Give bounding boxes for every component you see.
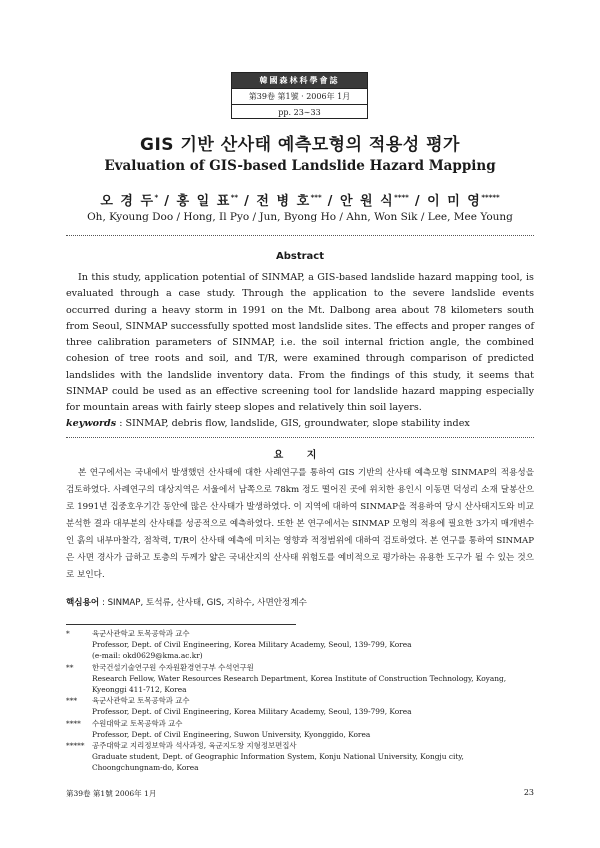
paper-title-korean: GIS 기반 산사태 예측모형의 적용성 평가 xyxy=(140,135,460,155)
journal-pages: pp. 23∼33 xyxy=(278,108,321,117)
footnote-3-mark: *** xyxy=(66,696,78,706)
keywords-line xyxy=(66,418,534,429)
korean-keywords-label: 핵심용어 xyxy=(66,598,100,608)
abstract-heading: Abstract xyxy=(275,251,325,262)
korean-keywords-line xyxy=(66,596,534,608)
footnote-2-line-3: Kyeonggi 411-712, Korea xyxy=(92,685,187,695)
korean-abstract-text: 본 연구에서는 국내에서 발생했던 산사태에 대한 사례연구를 통하여 GIS 기반의 산사태 예측모형 SINMAP의 적용성을 검토하였다. 사례연구의 대상지역은 서울에서 남쪽으로 78km 정도 떨어진 곳에 위치한 용인시 이동면 덕성리 소재 달봉산으로 1991년 집중호우기간 동안에 많은 산사태가 발생하였다. 이 지역에 대하여 SINMAP을 적용하여 당시 산사태지도와 비교 분석한 결과 대부분의 산사태를 성공적으로 예측하였다. 또한 본 연구에서는 SINMAP 모형의 적용에 필요한 3가지 매개변수인 흙의 내부마찰각, 점착력, T/R이 산사태 예측에 미치는 영향과 적정범위에 대하여 검토하였다. 본 연구를 통하여 SINMAP은 사면 경사가 급하고 토층의 두께가 얇은 국내산지의 산사태 위험도를 예비적으로 평가하는 유용한 도구가 될 수 있는 것으로 보인다. xyxy=(66,468,534,580)
footnote-1 xyxy=(66,628,536,662)
authors-english: Oh, Kyoung Doo / Hong, Il Pyo / Jun, Byong Ho / Ahn, Won Sik / Lee, Mee Young xyxy=(87,211,513,223)
footnote-3-line-1: 육군사관학교 토목공학과 교수 xyxy=(92,696,190,706)
author-1: 오 경 두 xyxy=(100,194,155,209)
footnote-5-line-2: Graduate student, Dept. of Geographic Information System, Konju National University, Kongju city, xyxy=(92,752,464,762)
author-2-mark: ** xyxy=(230,193,239,202)
divider-middle xyxy=(66,437,534,438)
authors-korean: 오 경 두* / 홍 일 표** / 전 병 호*** / 안 원 식**** / 이 미 영***** xyxy=(100,193,500,209)
footnote-4-mark: **** xyxy=(66,718,81,728)
page-number: 23 xyxy=(523,788,534,797)
footnote-1-line-2: Professor, Dept. of Civil Engineering, Korea Military Academy, Seoul, 139-799, Korea xyxy=(92,640,412,650)
keywords-label: keywords xyxy=(66,418,117,429)
author-3: 전 병 호 xyxy=(256,194,311,209)
author-5-mark: ***** xyxy=(481,193,500,202)
footnote-2 xyxy=(66,662,536,696)
footnote-1-mark: * xyxy=(66,629,70,638)
footnote-5 xyxy=(66,740,536,774)
korean-keywords-text: : SINMAP, 토석류, 산사태, GIS, 지하수, 사면안정계수 xyxy=(99,598,307,608)
footnote-4-line-2: Professor, Dept. of Civil Engineering, Suwon University, Kyonggido, Korea xyxy=(92,729,371,739)
journal-info-box xyxy=(231,72,368,119)
author-4: 안 원 식 xyxy=(339,194,395,209)
footnotes xyxy=(66,628,536,774)
abstract-text: In this study, application potential of SINMAP, a GIS-based landslide hazard mapping tool, is evaluated through a case study. Through the application to the severe landslide events occurred during a heavy storm in 1991 on the Mt. Dalbong area about 78 kilometers south from Seoul, SINMAP successfully spotted most landslide sites. The effects and proper ranges of three calibration parameters of SINMAP, i.e. the soil internal friction angle, the combined cohesion of tree roots and soil, and T/R, were examined through comparison of predicted landslides with the landslide inventory data. From the findings of this study, it seems that SINMAP could be used as an effective screening tool for landslide hazard mapping especially for mountain areas with fairly steep slopes and relatively thin soil layers. xyxy=(66,272,534,414)
footnote-1-line-1: 육군사관학교 토목공학과 교수 xyxy=(92,629,190,638)
author-4-mark: **** xyxy=(394,193,409,202)
footnote-5-line-3: Choongchungnam-do, Korea xyxy=(92,763,199,773)
footnote-4 xyxy=(66,718,536,740)
author-1-mark: * xyxy=(154,193,159,202)
page-footer-issue: 第39卷 第1號 2006年 1月 xyxy=(66,789,157,798)
footnote-1-line-3: (e-mail: okd0629@kma.ac.kr) xyxy=(92,651,203,661)
keywords-text: : SINMAP, debris flow, landslide, GIS, groundwater, slope stability index xyxy=(116,418,470,429)
author-3-mark: *** xyxy=(310,193,322,202)
footnote-3-line-2: Professor, Dept. of Civil Engineering, Korea Military Academy, Seoul, 139-799, Korea xyxy=(92,707,412,717)
journal-name: 韓國森林科學會誌 xyxy=(232,73,367,89)
footnote-2-mark: ** xyxy=(66,662,74,672)
footnote-rule xyxy=(66,624,296,625)
divider-top xyxy=(66,235,534,236)
korean-abstract-heading: 요 지 xyxy=(273,450,327,461)
footnote-2-line-2: Research Fellow, Water Resources Research Department, Korea Institute of Construction Technology, Koyang, xyxy=(92,673,507,683)
footnote-3 xyxy=(66,695,536,717)
footnote-5-mark: ***** xyxy=(66,741,85,751)
footnote-4-line-1: 수원대학교 토목공학과 교수 xyxy=(92,718,183,728)
author-2: 홍 일 표 xyxy=(176,194,231,209)
footnote-2-line-1: 한국건설기술연구원 수자원환경연구부 수석연구원 xyxy=(92,662,254,672)
journal-volume: 第39卷 第1號 · 2006年 1月 xyxy=(232,89,367,105)
footnote-5-line-1: 공주대학교 지리정보학과 석사과정, 육군지도창 지형정보편집사 xyxy=(92,741,297,751)
author-5: 이 미 영 xyxy=(427,194,482,209)
paper-title-english: Evaluation of GIS-based Landslide Hazard Mapping xyxy=(104,158,496,174)
